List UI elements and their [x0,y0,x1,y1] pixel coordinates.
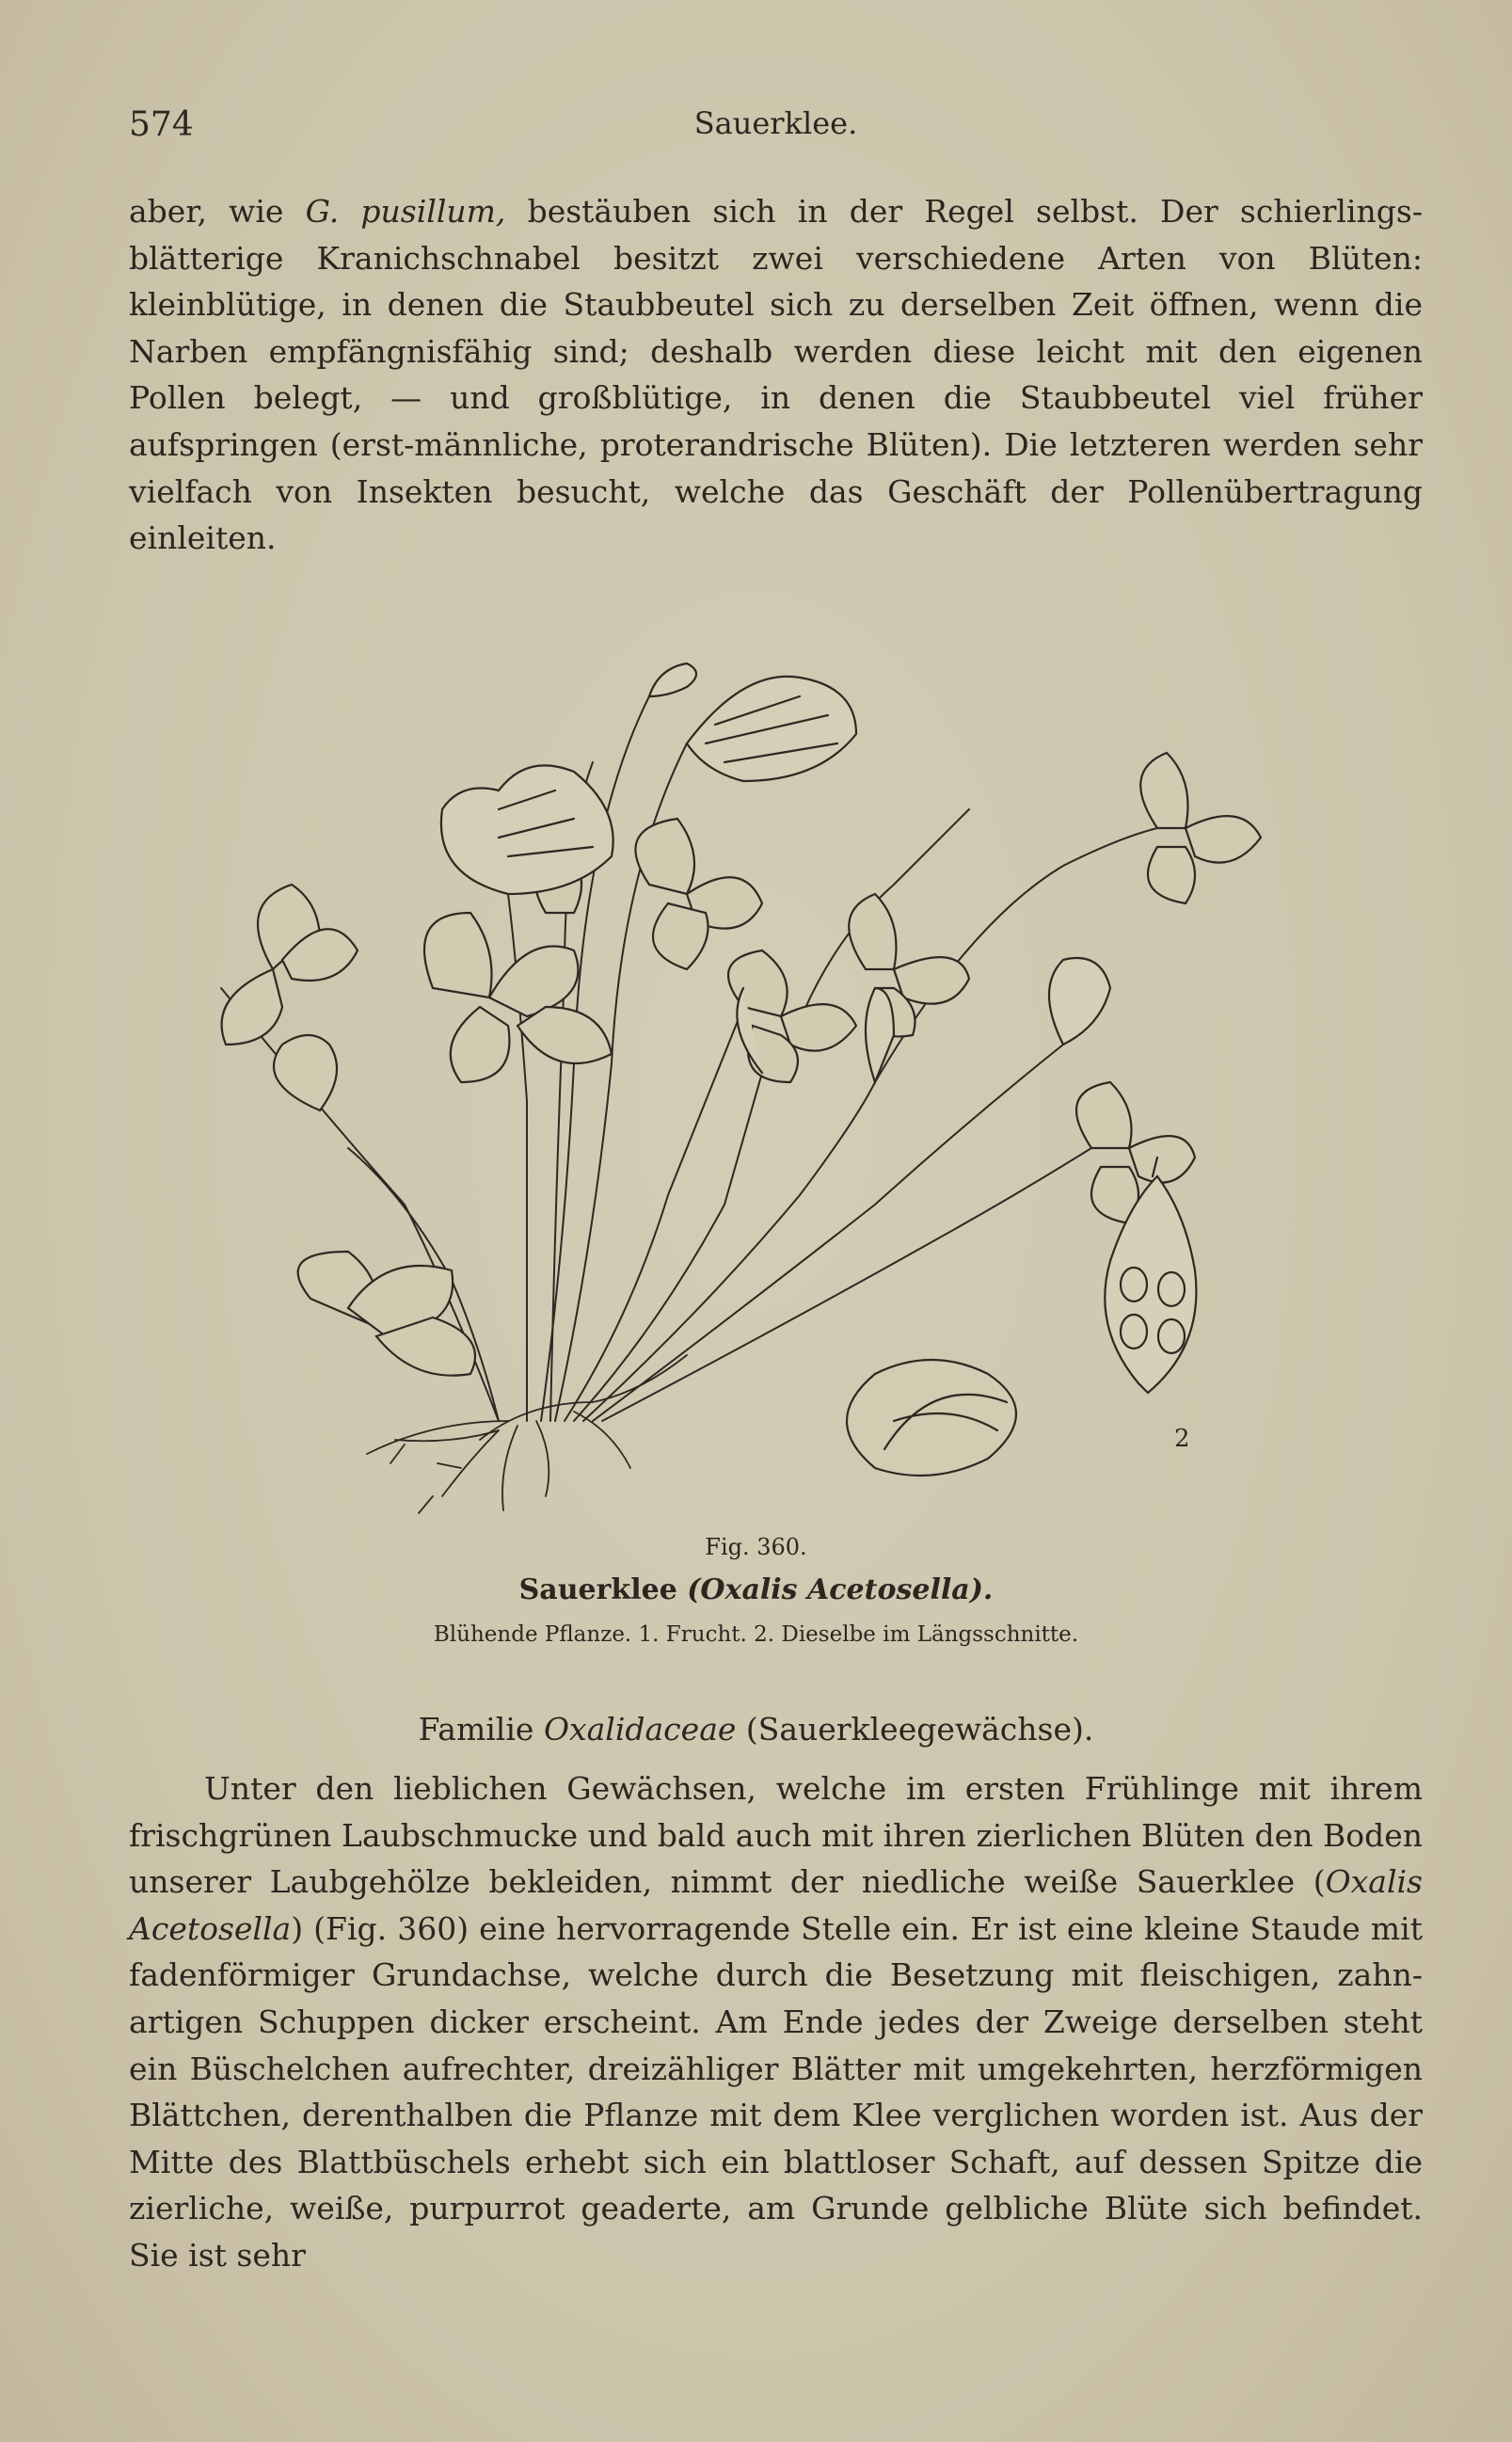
body-paragraph-species: Oxalis Acetosella [129,1863,1423,1947]
fig-callout-2: 2 [1174,1425,1190,1453]
body-paragraph-text-a: Unter den lieblichen Gewächsen, welche im ersten Frühlinge mit ihrem frischgrünen Laubschmucke und bald auch mit ihren zierlichen Blüten den Boden unserer Laubgehölze bekleiden, nimmt der niedliche weiße Sauerklee ( [129,1770,1423,1901]
top-paragraph-text-a: aber, wie [129,193,306,230]
figure-title-latin: (Oxalis Acetosella). [687,1573,994,1606]
section-heading-suffix: (Sauerkleegewächse). [736,1711,1094,1748]
body-paragraph-text-b: ) (Fig. 360) eine hervorragende Stelle ein. Er ist eine kleine Staude mit fadenförmiger Grundachse, welche durch die Besetzung mit fleischigen, zahn-artigen Schuppen dicker erscheint. Am Ende jedes der Zweige derselben steht ein Büschelchen aufrechter, dreizähliger Blätter mit umgekehrten, herzförmigen Blättchen, derenthalben die Pflanze mit dem Klee verglichen worden ist. Aus der Mitte des Blattbüschels erhebt sich ein blattloser Schaft, auf dessen Spitze die zierliche, weiße, purpurrot geaderte, am Grunde gelbliche Blüte sich befindet. Sie ist sehr [129,1909,1423,2274]
figure-number: Fig. 360. [705,1534,807,1560]
section-heading-family: Oxalidaceae [543,1711,737,1748]
section-heading [0,1711,1512,1748]
page-number: 574 [129,105,194,144]
figure-oxalis-illustration [216,593,1308,1524]
section-heading-prefix: Familie [418,1711,544,1748]
running-title: Sauerklee. [693,105,858,141]
fruit-drawing [847,1360,1016,1476]
body-paragraph [129,1765,1423,2279]
top-paragraph-species: G. pusillum, [305,193,506,230]
oxalis-plant-drawing [216,593,1308,1524]
figure-legend: Blühende Pflanze. 1. Frucht. 2. Dieselbe im Längsschnitte. [433,1622,1079,1647]
figure-title-plain: Sauerklee [518,1573,688,1606]
running-head [129,105,1423,156]
top-paragraph-text-b: bestäuben sich in der Regel selbst. Der schierlings-blätterige Kranichschnabel besitzt zwei verschiedene Arten von Blüten: kleinblütige, in denen die Staubbeutel sich zu derselben Zeit öffnen, wenn die Narben empfängnisfähig sind; deshalb werden diese leicht mit den eigenen Pollen belegt, — und großblütige, in denen die Staubbeutel viel früher aufspringen (erst-männliche, proterandrische Blüten). Die letzteren werden sehr vielfach von Insekten besucht, welche das Geschäft der Pollenübertragung einleiten. [129,193,1424,557]
top-paragraph [129,188,1423,562]
figure-caption-title [0,1573,1512,1606]
